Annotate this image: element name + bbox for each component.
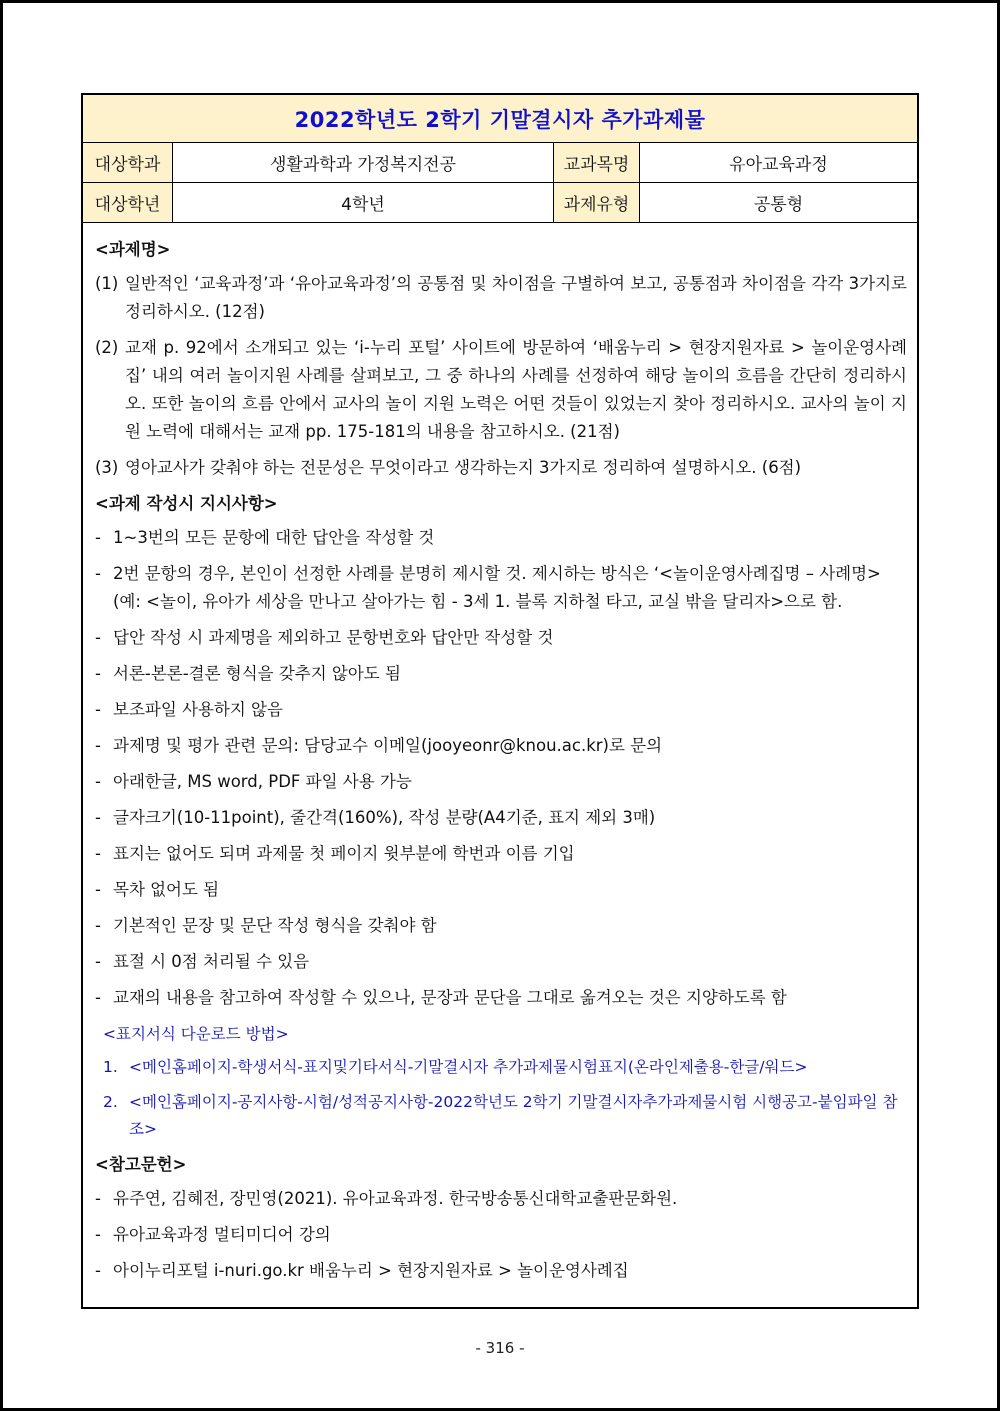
- item-text: 교재 p. 92에서 소개되고 있는 ‘i-누리 포털’ 사이트에 방문하여 ‘배움누리 > 현장지원자료 > 놀이운영사례집’ 내의 여러 놀이지원 사례를 살펴보고, 그 중 하나의 사례를 선정하여 해당 놀이의 흐름을 간단히 정리하시오. 또한 놀이의 흐름 안에서 교사의 놀이 지원 노력은 어떤 것들이 있었는지 찾아 정리하시오. 교사의 놀이 지원 노력에 대해서는 교재 pp. 175-181의 내용을 참고하시오. (21점): [125, 338, 907, 441]
- instruction-item: [95, 840, 907, 868]
- reference-item: [95, 1221, 907, 1249]
- instruction-item-text: 보조파일 사용하지 않음: [113, 700, 283, 719]
- download-item-number: 2.: [103, 1093, 118, 1111]
- item-number: (1): [95, 274, 119, 293]
- type-label: 과제유형: [554, 183, 640, 222]
- item-number: (3): [95, 458, 119, 477]
- info-row-1: [83, 143, 917, 183]
- instruction-item-text: 과제명 및 평가 관련 문의: 담당교수 이메일(jooyeonr@knou.ac.kr)로 문의: [113, 736, 663, 755]
- dash-bullet: -: [95, 952, 101, 971]
- assignment-heading: <과제명>: [95, 240, 171, 259]
- dash-bullet: -: [95, 808, 101, 827]
- dash-bullet: -: [95, 1189, 101, 1208]
- instruction-item-text: 표절 시 0점 처리될 수 있음: [113, 952, 310, 971]
- subject-label: 교과목명: [554, 143, 640, 182]
- reference-item-text: 아이누리포털 i-nuri.go.kr 배움누리 > 현장지원자료 > 놀이운영사례집: [113, 1261, 629, 1280]
- dash-bullet: -: [95, 1261, 101, 1280]
- assignment-item: [95, 454, 907, 482]
- dash-bullet: -: [95, 772, 101, 791]
- assignment-item: [95, 334, 907, 446]
- dash-bullet: -: [95, 1225, 101, 1244]
- instruction-item: [95, 560, 907, 616]
- instruction-item: [95, 768, 907, 796]
- instructions-list: [95, 524, 907, 1012]
- instruction-item: [95, 804, 907, 832]
- dash-bullet: -: [95, 916, 101, 935]
- instruction-item-text: 2번 문항의 경우, 본인이 선정한 사례를 분명히 제시할 것. 제시하는 방식은 ‘<놀이운영사례집명 – 사례명> (예: <놀이, 유아가 세상을 만나고 살아가는 힘 - 3세 1. 블록 지하철 타고, 교실 밖을 달리자>으로 함.: [113, 564, 881, 611]
- info-row-2: [83, 183, 917, 223]
- instruction-item: [95, 524, 907, 552]
- subject-value: 유아교육과정: [729, 155, 828, 175]
- download-heading: <표지서식 다운로드 방법>: [103, 1025, 289, 1043]
- dash-bullet: -: [95, 528, 101, 547]
- title-row: [83, 95, 917, 143]
- instruction-item: [95, 624, 907, 652]
- item-text: 일반적인 ‘교육과정’과 ‘유아교육과정’의 공통점 및 차이점을 구별하여 보고, 공통점과 차이점을 각각 3가지로 정리하시오. (12점): [125, 274, 907, 321]
- instruction-item-text: 목차 없어도 됨: [113, 880, 220, 899]
- instruction-item-text: 교재의 내용을 참고하여 작성할 수 있으나, 문장과 문단을 그대로 옮겨오는 것은 지양하도록 함: [113, 988, 787, 1007]
- dash-bullet: -: [95, 988, 101, 1007]
- instruction-item-text: 답안 작성 시 과제명을 제외하고 문항번호와 답안만 작성할 것: [113, 628, 554, 647]
- dash-bullet: -: [95, 880, 101, 899]
- year-label: 대상학년: [83, 183, 173, 222]
- instruction-item-text: 아래한글, MS word, PDF 파일 사용 가능: [113, 772, 412, 791]
- reference-item-text: 유아교육과정 멀티미디어 강의: [113, 1225, 331, 1244]
- instruction-item-text: 표지는 없어도 되며 과제물 첫 페이지 윗부분에 학번과 이름 기입: [113, 844, 575, 863]
- instruction-item: [95, 912, 907, 940]
- reference-item: [95, 1185, 907, 1213]
- instructions-heading: <과제 작성시 지시사항>: [95, 494, 278, 513]
- assignment-sheet: [81, 93, 919, 1309]
- item-number: (2): [95, 338, 119, 357]
- assignment-item: [95, 270, 907, 326]
- instruction-item-text: 글자크기(10-11point), 줄간격(160%), 작성 분량(A4기준, 표지 제외 3매): [113, 808, 656, 827]
- content-body: [83, 223, 917, 1285]
- instruction-item: [95, 876, 907, 904]
- references-heading: <참고문헌>: [95, 1155, 187, 1174]
- download-item: [103, 1054, 907, 1081]
- dept-value: 생활과학과 가정복지전공: [173, 143, 554, 182]
- dash-bullet: -: [95, 628, 101, 647]
- references-list: [95, 1185, 907, 1285]
- year-value: 4학년: [173, 183, 554, 222]
- dash-bullet: -: [95, 664, 101, 683]
- document-title: 2022학년도 2학기 기말결시자 추가과제물: [294, 107, 706, 132]
- download-item-text: <메인홈페이지-공지사항-시험/성적공지사항-2022학년도 2학기 기말결시자추가과제물시험 시행공고-붙임파일 참조>: [129, 1093, 898, 1138]
- type-value: 공통형: [753, 195, 804, 215]
- instruction-item-text: 1~3번의 모든 문항에 대한 답안을 작성할 것: [113, 528, 435, 547]
- page-number: - 316 -: [475, 1339, 525, 1357]
- item-text: 영아교사가 갖춰야 하는 전문성은 무엇이라고 생각하는지 3가지로 정리하여 설명하시오. (6점): [125, 458, 802, 477]
- download-item: [103, 1089, 907, 1143]
- dash-bullet: -: [95, 700, 101, 719]
- reference-item: [95, 1257, 907, 1285]
- instruction-item: [95, 696, 907, 724]
- dash-bullet: -: [95, 736, 101, 755]
- instruction-item: [95, 660, 907, 688]
- dash-bullet: -: [95, 844, 101, 863]
- instruction-item: [95, 732, 907, 760]
- instruction-item: [95, 948, 907, 976]
- dept-label: 대상학과: [83, 143, 173, 182]
- instruction-item-text: 서론-본론-결론 형식을 갖추지 않아도 됨: [113, 664, 401, 683]
- instruction-item-text: 기본적인 문장 및 문단 작성 형식을 갖춰야 함: [113, 916, 437, 935]
- dash-bullet: -: [95, 564, 101, 583]
- instruction-item: [95, 984, 907, 1012]
- download-item-number: 1.: [103, 1058, 118, 1076]
- download-item-text: <메인홈페이지-학생서식-표지및기타서식-기말결시자 추가과제물시험표지(온라인제출용-한글/워드>: [129, 1058, 808, 1076]
- reference-item-text: 유주연, 김혜전, 장민영(2021). 유아교육과정. 한국방송통신대학교출판문화원.: [113, 1189, 678, 1208]
